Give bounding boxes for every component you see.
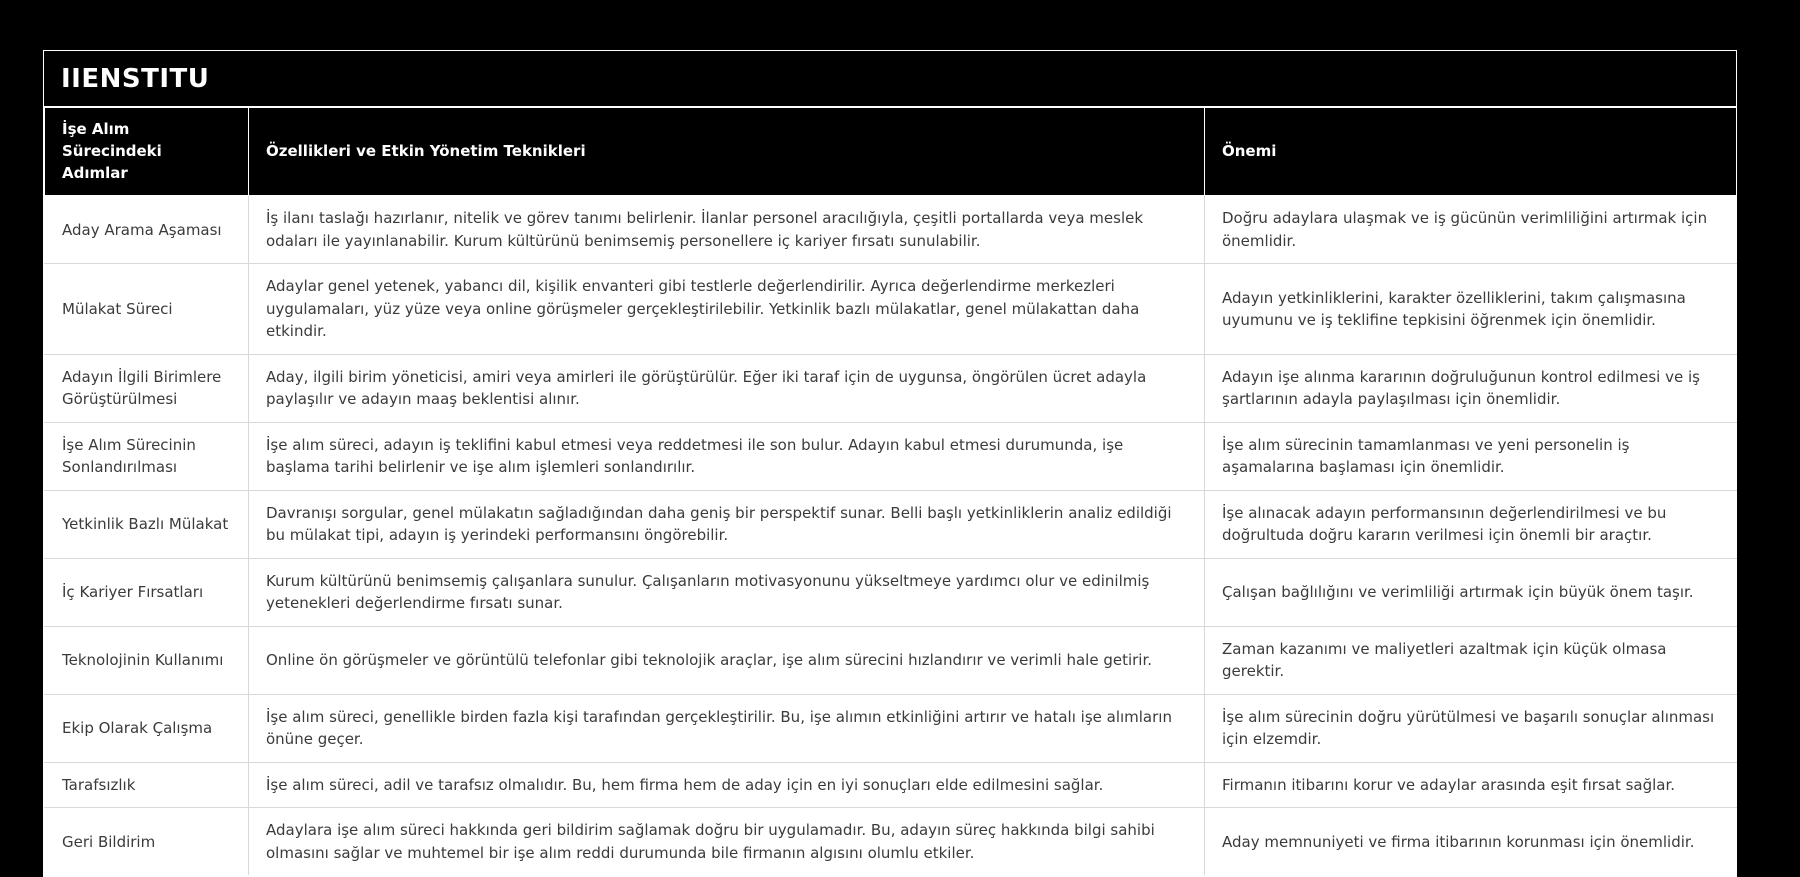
- importance-cell: Adayın yetkinliklerini, karakter özelliklerini, takım çalışmasına uyumunu ve iş teklifine tepkisini öğrenmek için önemlidir.: [1205, 264, 1737, 355]
- features-cell: Online ön görüşmeler ve görüntülü telefonlar gibi teknolojik araçlar, işe alım sürecini hızlandırır ve verimli hale getirir.: [249, 626, 1205, 694]
- features-cell: İşe alım süreci, adayın iş teklifini kabul etmesi veya reddetmesi ile son bulur. Adayın kabul etmesi durumunda, işe başlama tarihi belirlenir ve işe alım işlemleri sonlandırılır.: [249, 422, 1205, 490]
- table-row: [45, 264, 1737, 355]
- importance-cell: Doğru adaylara ulaşmak ve iş gücünün verimliliğini artırmak için önemlidir.: [1205, 196, 1737, 264]
- importance-cell: İşe alım sürecinin tamamlanması ve yeni personelin iş aşamalarına başlaması için önemlidir.: [1205, 422, 1737, 490]
- step-cell: Tarafsızlık: [45, 762, 249, 808]
- table-header-row: [45, 108, 1737, 196]
- column-header-steps: İşe Alım Sürecindeki Adımlar: [45, 108, 249, 196]
- step-cell: Aday Arama Aşaması: [45, 196, 249, 264]
- table-row: [45, 422, 1737, 490]
- table-row: [45, 762, 1737, 808]
- table-row: [45, 558, 1737, 626]
- step-cell: Geri Bildirim: [45, 808, 249, 876]
- step-cell: Adayın İlgili Birimlere Görüştürülmesi: [45, 354, 249, 422]
- features-cell: İşe alım süreci, genellikle birden fazla kişi tarafından gerçekleştirilir. Bu, işe alımın etkinliğini artırır ve hatalı işe alımların önüne geçer.: [249, 694, 1205, 762]
- step-cell: Yetkinlik Bazlı Mülakat: [45, 490, 249, 558]
- features-cell: Davranışı sorgular, genel mülakatın sağladığından daha geniş bir perspektif sunar. Belli başlı yetkinliklerin analiz edildiği bu mülakat tipi, adayın iş yerindeki performansını öngörebilir.: [249, 490, 1205, 558]
- table-row: [45, 808, 1737, 876]
- step-cell: Mülakat Süreci: [45, 264, 249, 355]
- step-cell: İşe Alım Sürecinin Sonlandırılması: [45, 422, 249, 490]
- features-cell: İş ilanı taslağı hazırlanır, nitelik ve görev tanımı belirlenir. İlanlar personel aracılığıyla, çeşitli portallarda veya meslek odaları ile yayınlanabilir. Kurum kültürünü benimsemiş personellere iç kariyer fırsatı sunulabilir.: [249, 196, 1205, 264]
- importance-cell: İşe alınacak adayın performansının değerlendirilmesi ve bu doğrultuda doğru kararın verilmesi için önemli bir araçtır.: [1205, 490, 1737, 558]
- brand-title: IIENSTITU: [61, 64, 210, 94]
- features-cell: İşe alım süreci, adil ve tarafsız olmalıdır. Bu, hem firma hem de aday için en iyi sonuçları elde edilmesini sağlar.: [249, 762, 1205, 808]
- table-row: [45, 694, 1737, 762]
- table-row: [45, 196, 1737, 264]
- features-cell: Kurum kültürünü benimsemiş çalışanlara sunulur. Çalışanların motivasyonunu yükseltmeye yardımcı olur ve edinilmiş yetenekleri değerlendirme fırsatı sunar.: [249, 558, 1205, 626]
- importance-cell: Aday memnuniyeti ve firma itibarının korunması için önemlidir.: [1205, 808, 1737, 876]
- importance-cell: Çalışan bağlılığını ve verimliliği artırmak için büyük önem taşır.: [1205, 558, 1737, 626]
- column-header-features: Özellikleri ve Etkin Yönetim Teknikleri: [249, 108, 1205, 196]
- importance-cell: Zaman kazanımı ve maliyetleri azaltmak için küçük olmasa gerektir.: [1205, 626, 1737, 694]
- brand-bar: [44, 51, 1736, 107]
- features-cell: Aday, ilgili birim yöneticisi, amiri veya amirleri ile görüştürülür. Eğer iki taraf için de uygunsa, öngörülen ücret adayla paylaşılır ve adayın maaş beklentisi alınır.: [249, 354, 1205, 422]
- importance-cell: Adayın işe alınma kararının doğruluğunun kontrol edilmesi ve iş şartlarının adayla paylaşılması için önemlidir.: [1205, 354, 1737, 422]
- step-cell: İç Kariyer Fırsatları: [45, 558, 249, 626]
- importance-cell: Firmanın itibarını korur ve adaylar arasında eşit fırsat sağlar.: [1205, 762, 1737, 808]
- importance-cell: İşe alım sürecinin doğru yürütülmesi ve başarılı sonuçlar alınması için elzemdir.: [1205, 694, 1737, 762]
- step-cell: Teknolojinin Kullanımı: [45, 626, 249, 694]
- recruitment-steps-table: [44, 107, 1737, 876]
- step-cell: Ekip Olarak Çalışma: [45, 694, 249, 762]
- column-header-importance: Önemi: [1205, 108, 1737, 196]
- table-row: [45, 490, 1737, 558]
- table-row: [45, 626, 1737, 694]
- features-cell: Adaylara işe alım süreci hakkında geri bildirim sağlamak doğru bir uygulamadır. Bu, adayın süreç hakkında bilgi sahibi olmasını sağlar ve muhtemel bir işe alım reddi durumunda bile firmanın algısını olumlu etkiler.: [249, 808, 1205, 876]
- content-card: [43, 50, 1737, 877]
- table-row: [45, 354, 1737, 422]
- features-cell: Adaylar genel yetenek, yabancı dil, kişilik envanteri gibi testlerle değerlendirilir. Ayrıca değerlendirme merkezleri uygulamaları, yüz yüze veya online görüşmeler gerçekleştirilebilir. Yetkinlik bazlı mülakatlar, genel mülakattan daha etkindir.: [249, 264, 1205, 355]
